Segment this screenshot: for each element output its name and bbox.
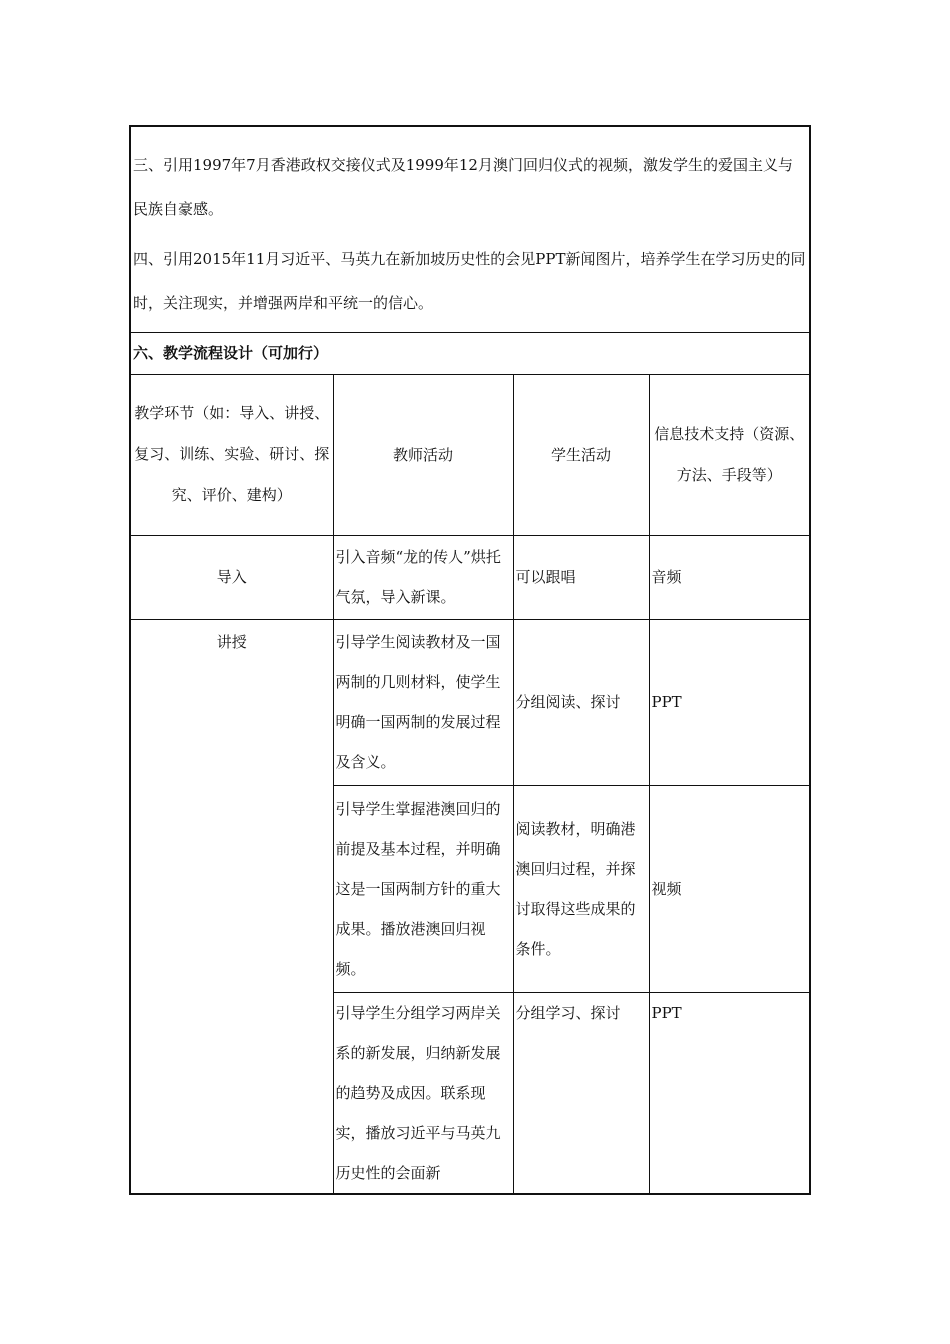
row-1-tech: 音频: [649, 535, 810, 619]
intro-row: [130, 126, 810, 332]
row-2-student: 分组阅读、探讨: [513, 619, 649, 785]
row-2-stage: 讲授: [130, 619, 333, 1194]
row-3-student: 阅读教材，明确港澳回归过程，并探讨取得这些成果的条件。: [513, 785, 649, 992]
row-1-teacher: 引入音频“龙的传人”烘托气氛，导入新课。: [333, 535, 513, 619]
intro-paragraph-3: 三、引用1997年7月香港政权交接仪式及1999年12月澳门回归仪式的视频，激发学生的爱国主义与民族自豪感。: [133, 156, 793, 218]
header-stage: 教学环节（如：导入、讲授、复习、训练、实验、研讨、探究、评价、建构）: [130, 374, 333, 535]
table-row: [130, 535, 810, 619]
table-row: [130, 619, 810, 785]
header-student: 学生活动: [513, 374, 649, 535]
intro-cell: [130, 126, 810, 332]
row-4-student: 分组学习、探讨: [513, 992, 649, 1194]
header-teacher: 教师活动: [333, 374, 513, 535]
intro-paragraph-4: 四、引用2015年11月习近平、马英九在新加坡历史性的会见PPT新闻图片，培养学生在学习历史的同时，关注现实，并增强两岸和平统一的信心。: [133, 250, 806, 312]
row-2-teacher: 引导学生阅读教材及一国两制的几则材料，使学生明确一国两制的发展过程及含义。: [333, 619, 513, 785]
section-row: [130, 332, 810, 374]
row-4-tech: PPT: [649, 992, 810, 1194]
row-2-tech: PPT: [649, 619, 810, 785]
header-tech: 信息技术支持（资源、方法、手段等）: [649, 374, 810, 535]
row-3-teacher: 引导学生掌握港澳回归的前提及基本过程，并明确这是一国两制方针的重大成果。播放港澳回归视频。: [333, 785, 513, 992]
row-3-tech: 视频: [649, 785, 810, 992]
section-title-cell: [130, 332, 810, 374]
section-title: 六、教学流程设计（可加行）: [133, 344, 329, 362]
row-4-teacher: 引导学生分组学习两岸关系的新发展，归纳新发展的趋势及成因。联系现实，播放习近平与马英九历史性的会面新: [333, 992, 513, 1194]
table-header-row: [130, 374, 810, 535]
row-1-student: 可以跟唱: [513, 535, 649, 619]
lesson-plan-table: [129, 125, 811, 1195]
row-1-stage: 导入: [130, 535, 333, 619]
